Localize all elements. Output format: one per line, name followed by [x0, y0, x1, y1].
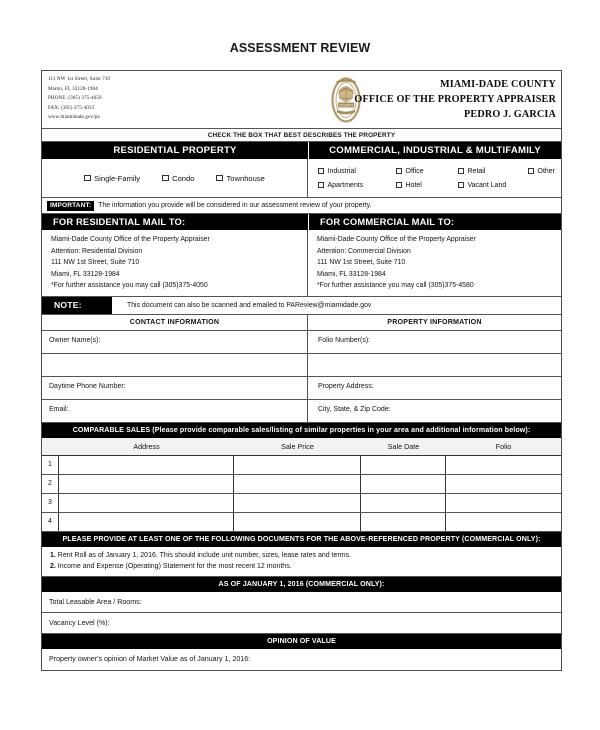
- agency-address-block: [48, 75, 110, 123]
- cell-sale-price[interactable]: [234, 456, 361, 474]
- cell-sale-date[interactable]: [361, 494, 446, 512]
- total-leasable-area-field[interactable]: Total Leasable Area / Rooms:: [42, 592, 561, 613]
- document-item-number: 1.: [50, 551, 56, 559]
- checkbox-icon[interactable]: [318, 182, 324, 188]
- agency-line-appraiser: PEDRO J. GARCIA: [464, 109, 556, 121]
- comparable-sales-banner: COMPARABLE SALES (Please provide comparable sales/listing of similar properties in your area and additional information below):: [42, 423, 561, 438]
- market-value-opinion-field[interactable]: Property owner's opinion of Market Value as of January 1, 2016:: [49, 654, 251, 663]
- as-of-date-banner: AS OF JANUARY 1, 2016 (COMMERCIAL ONLY):: [42, 577, 561, 592]
- cell-folio[interactable]: [446, 494, 561, 512]
- column-header-number: [42, 438, 59, 455]
- res-mail-line-1: Miami-Dade County Office of the Property Appraiser: [51, 236, 210, 243]
- info-row-blank: [42, 354, 561, 377]
- checkbox-label: Office: [405, 167, 424, 175]
- property-address-field[interactable]: Property Address:: [318, 382, 374, 390]
- com-mail-line-5: *For further assistance you may call (305)375-4580: [317, 282, 474, 290]
- important-text: The information you provide will be considered in our assessment review of your property.: [98, 202, 372, 209]
- table-row: [42, 494, 561, 513]
- res-mail-line-2: Attention: Residential Division: [51, 247, 143, 255]
- document-item-number: 2.: [50, 563, 56, 571]
- note-tag: NOTE:: [42, 297, 112, 314]
- property-type-checkboxes: [42, 159, 561, 198]
- page-title: ASSESSMENT REVIEW: [229, 41, 371, 55]
- checkbox-icon[interactable]: [216, 175, 223, 182]
- address-line-1: 111 NW 1st Street, Suite 710: [48, 76, 111, 82]
- checkbox-icon[interactable]: [458, 168, 464, 174]
- checkbox-icon[interactable]: [396, 168, 402, 174]
- checkbox-icon[interactable]: [528, 168, 534, 174]
- address-line-2: Miami, FL 33128-1984: [48, 85, 98, 92]
- residential-mailto-address: [42, 230, 308, 296]
- letterhead: [42, 71, 561, 129]
- note-text: This document can also be scanned and emailed to PAReview@miamidade.gov: [127, 301, 372, 309]
- checkbox-label: Vacant Land: [467, 181, 507, 189]
- column-header-address: Address: [133, 441, 160, 451]
- svg-text:COUNTY: COUNTY: [338, 103, 354, 108]
- table-row: [42, 513, 561, 532]
- checkbox-condo[interactable]: [162, 174, 194, 183]
- checkbox-icon[interactable]: [84, 175, 91, 182]
- info-row-email-city: [42, 400, 561, 423]
- cell-address[interactable]: [59, 494, 234, 512]
- row-number: 2: [42, 475, 59, 493]
- cell-folio[interactable]: [446, 513, 561, 531]
- check-box-banner: CHECK THE BOX THAT BEST DESCRIBES THE PROPERTY: [42, 129, 561, 142]
- cell-folio[interactable]: [446, 475, 561, 493]
- row-number: 1: [42, 456, 59, 474]
- daytime-phone-field[interactable]: Daytime Phone Number:: [42, 377, 308, 399]
- property-type-headers: [42, 142, 561, 159]
- res-mail-line-5: *For further assistance you may call (305)375-4050: [51, 282, 208, 290]
- comparable-sales-header-row: [42, 438, 561, 456]
- checkbox-hotel[interactable]: [396, 182, 458, 189]
- document-item-text: Income and Expense (Operating) Statement for the most recent 12 months.: [57, 563, 292, 571]
- checkbox-label: Industrial: [327, 167, 356, 175]
- mailto-addresses: [42, 230, 561, 297]
- cell-sale-date[interactable]: [361, 513, 446, 531]
- checkbox-label: Other: [537, 167, 556, 175]
- cell-address[interactable]: [59, 475, 234, 493]
- checkbox-label: Single-Family: [94, 173, 141, 183]
- checkbox-retail[interactable]: [458, 168, 528, 175]
- commercial-property-header: COMMERCIAL, INDUSTRIAL & MULTIFAMILY: [308, 142, 561, 159]
- note-row: [42, 297, 561, 315]
- checkbox-label: Condo: [172, 173, 195, 183]
- important-notice-row: [42, 198, 561, 214]
- checkbox-vacant-land[interactable]: [458, 182, 528, 189]
- checkbox-industrial[interactable]: [318, 168, 396, 175]
- cell-sale-date[interactable]: [361, 475, 446, 493]
- commercial-checkbox-group: [308, 159, 561, 197]
- address-line-4: FAX: (305) 375-4033: [48, 104, 95, 111]
- cell-sale-price[interactable]: [234, 475, 361, 493]
- folio-number-blank-field[interactable]: [308, 354, 561, 376]
- residential-property-header: RESIDENTIAL PROPERTY: [113, 145, 237, 156]
- checkbox-label: Townhouse: [226, 173, 265, 183]
- commercial-mailto-header: FOR COMMERCIAL MAIL TO:: [308, 214, 561, 230]
- agency-line-county: MIAMI-DADE COUNTY: [439, 79, 556, 90]
- column-header-sale-price: Sale Price: [281, 441, 314, 451]
- agency-line-office: OFFICE OF THE PROPERTY APPRAISER: [354, 94, 556, 106]
- owner-name-blank-field[interactable]: [42, 354, 308, 376]
- contact-information-header: CONTACT INFORMATION: [42, 315, 308, 330]
- document-item-2: [50, 561, 561, 573]
- cell-address[interactable]: [59, 513, 234, 531]
- email-field[interactable]: Email:: [42, 400, 308, 422]
- checkbox-icon[interactable]: [318, 168, 324, 174]
- checkbox-apartments[interactable]: [318, 182, 396, 189]
- info-row-owner-folio: [42, 331, 561, 354]
- res-mail-line-3: 111 NW 1st Street, Suite 710: [51, 259, 140, 267]
- row-number: 4: [42, 513, 59, 531]
- residential-checkbox-group: [42, 159, 308, 197]
- checkbox-label: Apartments: [327, 181, 364, 189]
- folio-number-field[interactable]: Folio Number(s):: [318, 336, 371, 344]
- commercial-checkbox-row-1: [318, 164, 561, 178]
- documents-list: [42, 547, 561, 577]
- agency-name-block: [354, 77, 556, 123]
- documents-required-banner: PLEASE PROVIDE AT LEAST ONE OF THE FOLLOWING DOCUMENTS FOR THE ABOVE-REFERENCED PROPERTY (COMMERCIAL ONLY):: [42, 532, 561, 547]
- res-mail-line-4: Miami, FL 33128-1984: [51, 270, 120, 278]
- cell-sale-price[interactable]: [234, 513, 361, 531]
- column-header-sale-date: Sale Date: [387, 441, 420, 451]
- checkbox-townhouse[interactable]: [216, 174, 264, 183]
- com-mail-line-4: Miami, FL 33128-1984: [317, 270, 386, 278]
- checkbox-label: Hotel: [405, 181, 422, 189]
- row-number: 3: [42, 494, 59, 512]
- assessment-review-form: [41, 70, 562, 671]
- checkbox-single-family[interactable]: [84, 174, 140, 183]
- checkbox-icon[interactable]: [396, 182, 402, 188]
- cell-address[interactable]: [59, 456, 234, 474]
- cell-sale-date[interactable]: [361, 456, 446, 474]
- table-row: [42, 475, 561, 494]
- document-item-1: [50, 550, 561, 562]
- residential-mailto-header: FOR RESIDENTIAL MAIL TO:: [53, 216, 186, 227]
- address-line-5: www.miamidade.gov/pa: [48, 114, 100, 121]
- checkbox-label: Retail: [467, 167, 486, 175]
- important-tag: IMPORTANT:: [47, 201, 94, 211]
- checkbox-icon[interactable]: [162, 175, 169, 182]
- cell-sale-price[interactable]: [234, 494, 361, 512]
- opinion-of-value-banner: OPINION OF VALUE: [42, 634, 561, 649]
- checkbox-office[interactable]: [396, 168, 458, 175]
- mailto-headers: [42, 214, 561, 230]
- checkbox-icon[interactable]: [458, 182, 464, 188]
- com-mail-line-2: Attention: Commercial Division: [317, 247, 411, 255]
- checkbox-other[interactable]: [528, 168, 555, 175]
- com-mail-line-3: 111 NW 1st Street, Suite 710: [317, 259, 406, 267]
- column-header-folio: Folio: [495, 441, 512, 451]
- cell-folio[interactable]: [446, 456, 561, 474]
- commercial-checkbox-row-2: [318, 178, 561, 192]
- info-row-phone-address: [42, 377, 561, 400]
- com-mail-line-1: Miami-Dade County Office of the Property Appraiser: [317, 236, 476, 243]
- table-row: [42, 456, 561, 475]
- info-section-headers: [42, 315, 561, 331]
- document-item-text: Rent Roll as of January 1, 2016. This should include unit number, sizes, lease rates and terms.: [57, 551, 352, 559]
- city-state-zip-field[interactable]: City, State, & Zip Code:: [318, 405, 391, 413]
- vacancy-level-field[interactable]: Vacancy Level (%):: [42, 613, 561, 634]
- property-information-header: PROPERTY INFORMATION: [387, 317, 482, 326]
- owner-name-field[interactable]: Owner Name(s):: [42, 331, 308, 353]
- address-line-3: PHONE: (305) 375-4050: [48, 95, 102, 102]
- commercial-mailto-address: [308, 230, 561, 296]
